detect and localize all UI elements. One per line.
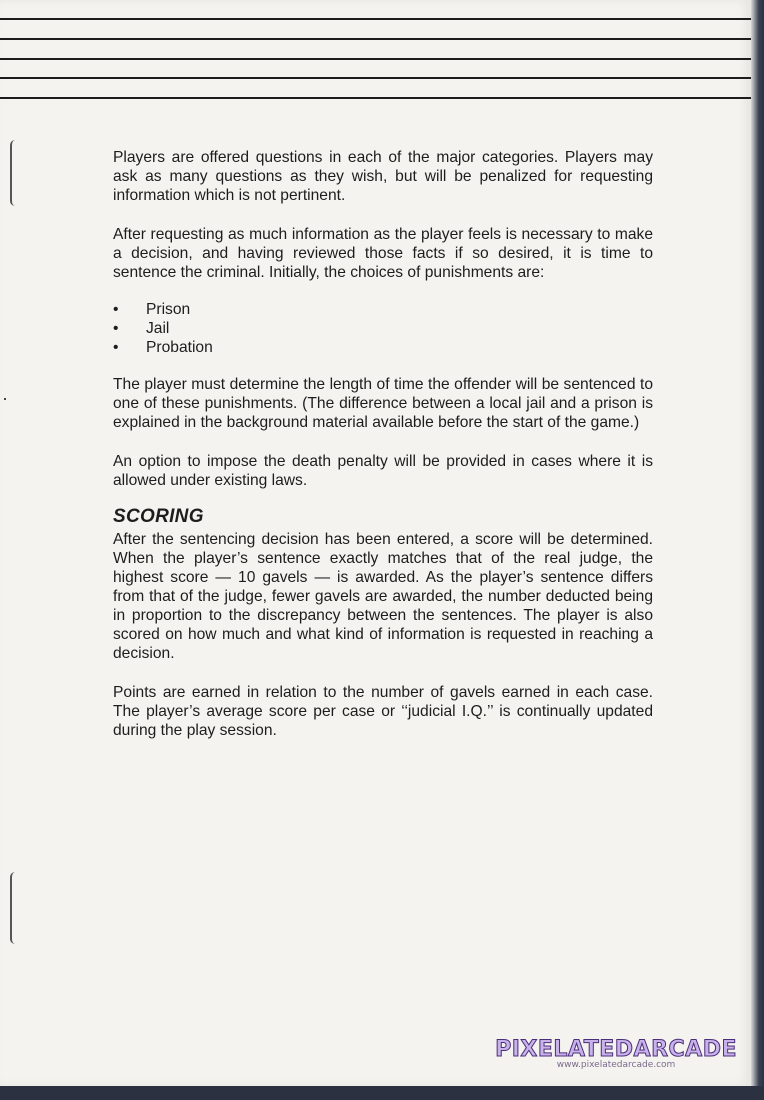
scoring-heading: SCORING <box>113 506 204 527</box>
watermark-title: PIXELATEDARCADE <box>495 1037 737 1062</box>
punishment-label: Prison <box>146 301 191 318</box>
site-watermark <box>495 1037 737 1070</box>
header-rule <box>0 38 751 40</box>
list-item <box>113 300 653 319</box>
header-rule <box>0 77 751 79</box>
scoring-paragraph-2: Points are earned in relation to the number of gavels earned in each case. The player’s average score per case or ‘‘judicial I.Q.’’ is continually updated during the play session. <box>113 684 653 739</box>
list-item <box>113 319 653 338</box>
bullet-icon: • <box>113 301 119 318</box>
staple-mark <box>10 140 20 206</box>
sentence-length-paragraph: The player must determine the length of time the offender will be sentenced to one of these punishments. (The difference between a local jail and a prison is explained in the background material available before the start of the game.) <box>113 376 653 431</box>
scoring-paragraph-1: After the sentencing decision has been entered, a score will be determined. When the player’s sentence exactly matches that of the real judge, the highest score — 10 gavels — is awarded. As the player’s sentence differs from that of the judge, fewer gavels are awarded, the number deducted being in proportion to the discrepancy between the sentences. The player is also scored on how much and what kind of information is requested in reaching a decision. <box>113 531 653 662</box>
intro-paragraph-2: After requesting as much information as the player feels is necessary to make a decision, and having reviewed those facts if so desired, it is time to sentence the criminal. Initially, the choices of punishments are: <box>113 226 653 281</box>
scan-edge-bottom <box>0 1086 764 1100</box>
watermark-url: www.pixelatedarcade.com <box>556 1060 676 1070</box>
death-penalty-paragraph: An option to impose the death penalty will be provided in cases where it is allowed under existing laws. <box>113 453 653 489</box>
speck <box>4 398 6 400</box>
bullet-icon: • <box>113 320 119 337</box>
header-rule <box>0 18 751 20</box>
intro-paragraph-1: Players are offered questions in each of the major categories. Players may ask as many questions as they wish, but will be penalized for requesting information which is not pertinent. <box>113 149 653 204</box>
punishment-label: Probation <box>146 339 213 356</box>
punishment-list <box>113 300 653 357</box>
bullet-icon: • <box>113 339 119 356</box>
header-rule <box>0 58 751 60</box>
staple-mark <box>10 872 20 944</box>
list-item <box>113 338 653 357</box>
scan-edge-right <box>751 0 764 1100</box>
header-rule <box>0 97 751 99</box>
page-content <box>113 148 653 760</box>
punishment-label: Jail <box>146 320 170 337</box>
